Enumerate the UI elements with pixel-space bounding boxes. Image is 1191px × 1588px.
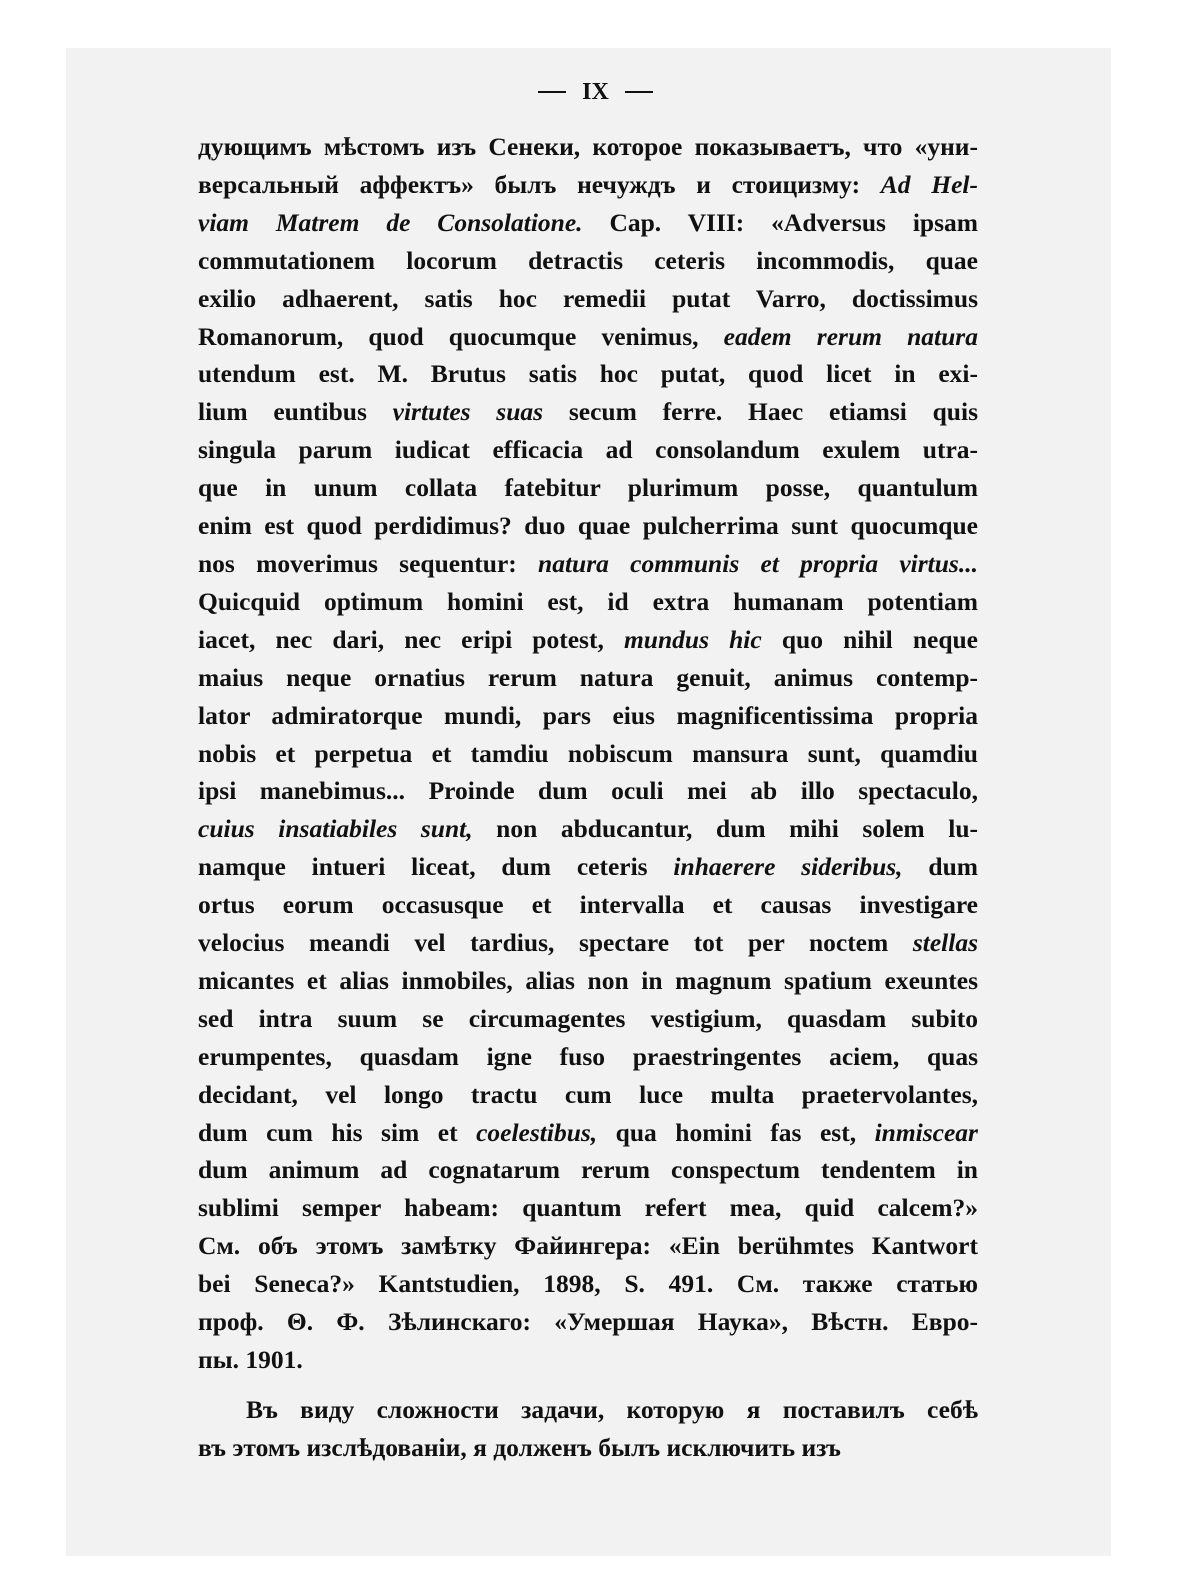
text-line	[198, 1151, 978, 1189]
italic-run: inmiscear	[874, 1117, 978, 1147]
text-run: micantes et alias inmobiles, alias non in magnum spatium exeuntes	[198, 965, 978, 995]
text-line	[198, 659, 978, 697]
text-run: namque intueri liceat, dum ceteris	[198, 852, 674, 882]
text-line	[198, 393, 978, 431]
text-run: secum ferre. Haec etiamsi quis	[543, 397, 978, 427]
header-dash-right	[625, 91, 653, 93]
text-run: lator admiratorque mundi, pars eius magnificentissima propria	[198, 700, 978, 730]
text-run: въ этомъ изслѣдованіи, я долженъ былъ исключить изъ	[198, 1432, 841, 1462]
text-line	[198, 1303, 978, 1341]
text-line	[198, 1076, 978, 1114]
text-run: См. объ этомъ замѣтку Файингера: «Ein berühmtes Kantwort	[198, 1231, 978, 1261]
text-line	[198, 1341, 978, 1379]
text-run: dum animum ad cognatarum rerum conspectum tendentem in	[198, 1155, 978, 1185]
text-run: quo nihil neque	[761, 624, 979, 654]
text-run: проф. Θ. Ф. Зѣлинскаго: «Умершая Наука», Вѣстн. Евро-	[198, 1307, 978, 1337]
italic-run: virtutes suas	[392, 397, 544, 427]
paragraph-main	[198, 1391, 978, 1467]
italic-run: stellas	[912, 928, 978, 958]
text-run: iacet, nec dari, nec eripi potest,	[198, 624, 624, 654]
text-run: maius neque ornatius rerum natura genuit, animus contemp-	[198, 662, 978, 692]
text-line	[198, 962, 978, 1000]
text-line	[198, 621, 978, 659]
italic-run: cuius insatiabiles sunt,	[198, 814, 473, 844]
text-run: enim est quod perdidimus? duo quae pulcherrima sunt quocumque	[198, 511, 978, 541]
text-line	[198, 431, 978, 469]
body-text	[198, 128, 978, 1467]
text-run: sublimi semper habeam: quantum refert mea, quid calcem?»	[198, 1193, 978, 1223]
text-run: commutationem locorum detractis ceteris incommodis, quae	[198, 245, 978, 275]
text-line	[198, 166, 978, 204]
page-header	[0, 75, 1191, 109]
text-line	[198, 583, 978, 621]
text-line	[198, 924, 978, 962]
text-run: lium euntibus	[198, 397, 393, 427]
page-number: IX	[582, 78, 609, 105]
text-line	[198, 810, 978, 848]
text-run: bei Seneca?» Kantstudien, 1898, S. 491. См. также статью	[198, 1269, 978, 1299]
header-dash-left	[538, 91, 566, 93]
text-run: exilio adhaerent, satis hoc remedii putat Varro, doctissimus	[198, 283, 978, 313]
italic-run: viam Matrem de Consolatione.	[198, 207, 583, 237]
text-line	[198, 697, 978, 735]
text-line	[198, 1265, 978, 1303]
text-line	[198, 1000, 978, 1038]
text-line	[198, 507, 978, 545]
italic-run: natura communis et propria virtus...	[538, 548, 978, 578]
text-line	[198, 545, 978, 583]
text-line	[198, 1038, 978, 1076]
italic-run: inhaerere sideribus,	[673, 852, 903, 882]
text-run: Romanorum, quod quocumque venimus,	[198, 321, 724, 351]
text-line	[198, 772, 978, 810]
text-line	[198, 128, 978, 166]
italic-run: Ad Hel-	[880, 169, 978, 199]
text-run: Cap. VIII: «Adversus ipsam	[582, 207, 978, 237]
text-run: velocius meandi vel tardius, spectare tot per noctem	[198, 928, 913, 958]
text-line	[198, 886, 978, 924]
text-line	[198, 848, 978, 886]
text-run: пы. 1901.	[198, 1345, 303, 1374]
italic-run: mundus hic	[623, 624, 762, 654]
text-run: erumpentes, quasdam igne fuso praestringentes aciem, quas	[198, 1041, 978, 1071]
text-run: версальный аффектъ» былъ нечуждъ и стоицизму:	[198, 169, 881, 199]
text-line	[198, 1189, 978, 1227]
text-line	[198, 735, 978, 773]
text-line	[198, 355, 978, 393]
text-run: ortus eorum occasusque et intervalla et causas investigare	[198, 890, 978, 920]
text-run: singula parum iudicat efficacia ad consolandum exulem utra-	[198, 435, 978, 465]
text-line	[198, 204, 978, 242]
text-run: dum cum his sim et	[198, 1117, 477, 1147]
text-run: nos moverimus sequentur:	[198, 548, 539, 578]
text-run: non abducantur, dum mihi solem lu-	[472, 814, 978, 844]
text-run: ipsi manebimus... Proinde dum oculi mei ab illo spectaculo,	[198, 776, 978, 806]
text-line	[198, 1391, 978, 1429]
text-run: дующимъ мѣстомъ изъ Сенеки, которое показываетъ, что «уни-	[198, 132, 978, 161]
text-run: Quicquid optimum homini est, id extra humanam potentiam	[198, 586, 978, 616]
text-run: decidant, vel longo tractu cum luce multa praetervolantes,	[198, 1079, 978, 1109]
text-line	[198, 1429, 978, 1467]
text-line	[198, 280, 978, 318]
text-line	[198, 1114, 978, 1152]
text-run: dum	[902, 852, 978, 882]
text-line	[198, 1227, 978, 1265]
text-run: nobis et perpetua et tamdiu nobiscum mansura sunt, quamdiu	[198, 738, 978, 768]
text-line	[198, 242, 978, 280]
text-run: que in unum collata fatebitur plurimum posse, quantulum	[198, 473, 978, 503]
text-run: qua homini fas est,	[597, 1117, 875, 1147]
text-run: Въ виду сложности задачи, которую я поставилъ себѣ	[246, 1394, 978, 1424]
italic-run: coelestibus,	[476, 1117, 598, 1147]
paragraph-footnote-quote	[198, 128, 978, 1379]
text-run: sed intra suum se circumagentes vestigium, quasdam subito	[198, 1003, 978, 1033]
text-line	[198, 318, 978, 356]
text-line	[198, 469, 978, 507]
text-run: utendum est. M. Brutus satis hoc putat, quod licet in exi-	[198, 359, 978, 389]
italic-run: eadem rerum natura	[723, 321, 978, 351]
